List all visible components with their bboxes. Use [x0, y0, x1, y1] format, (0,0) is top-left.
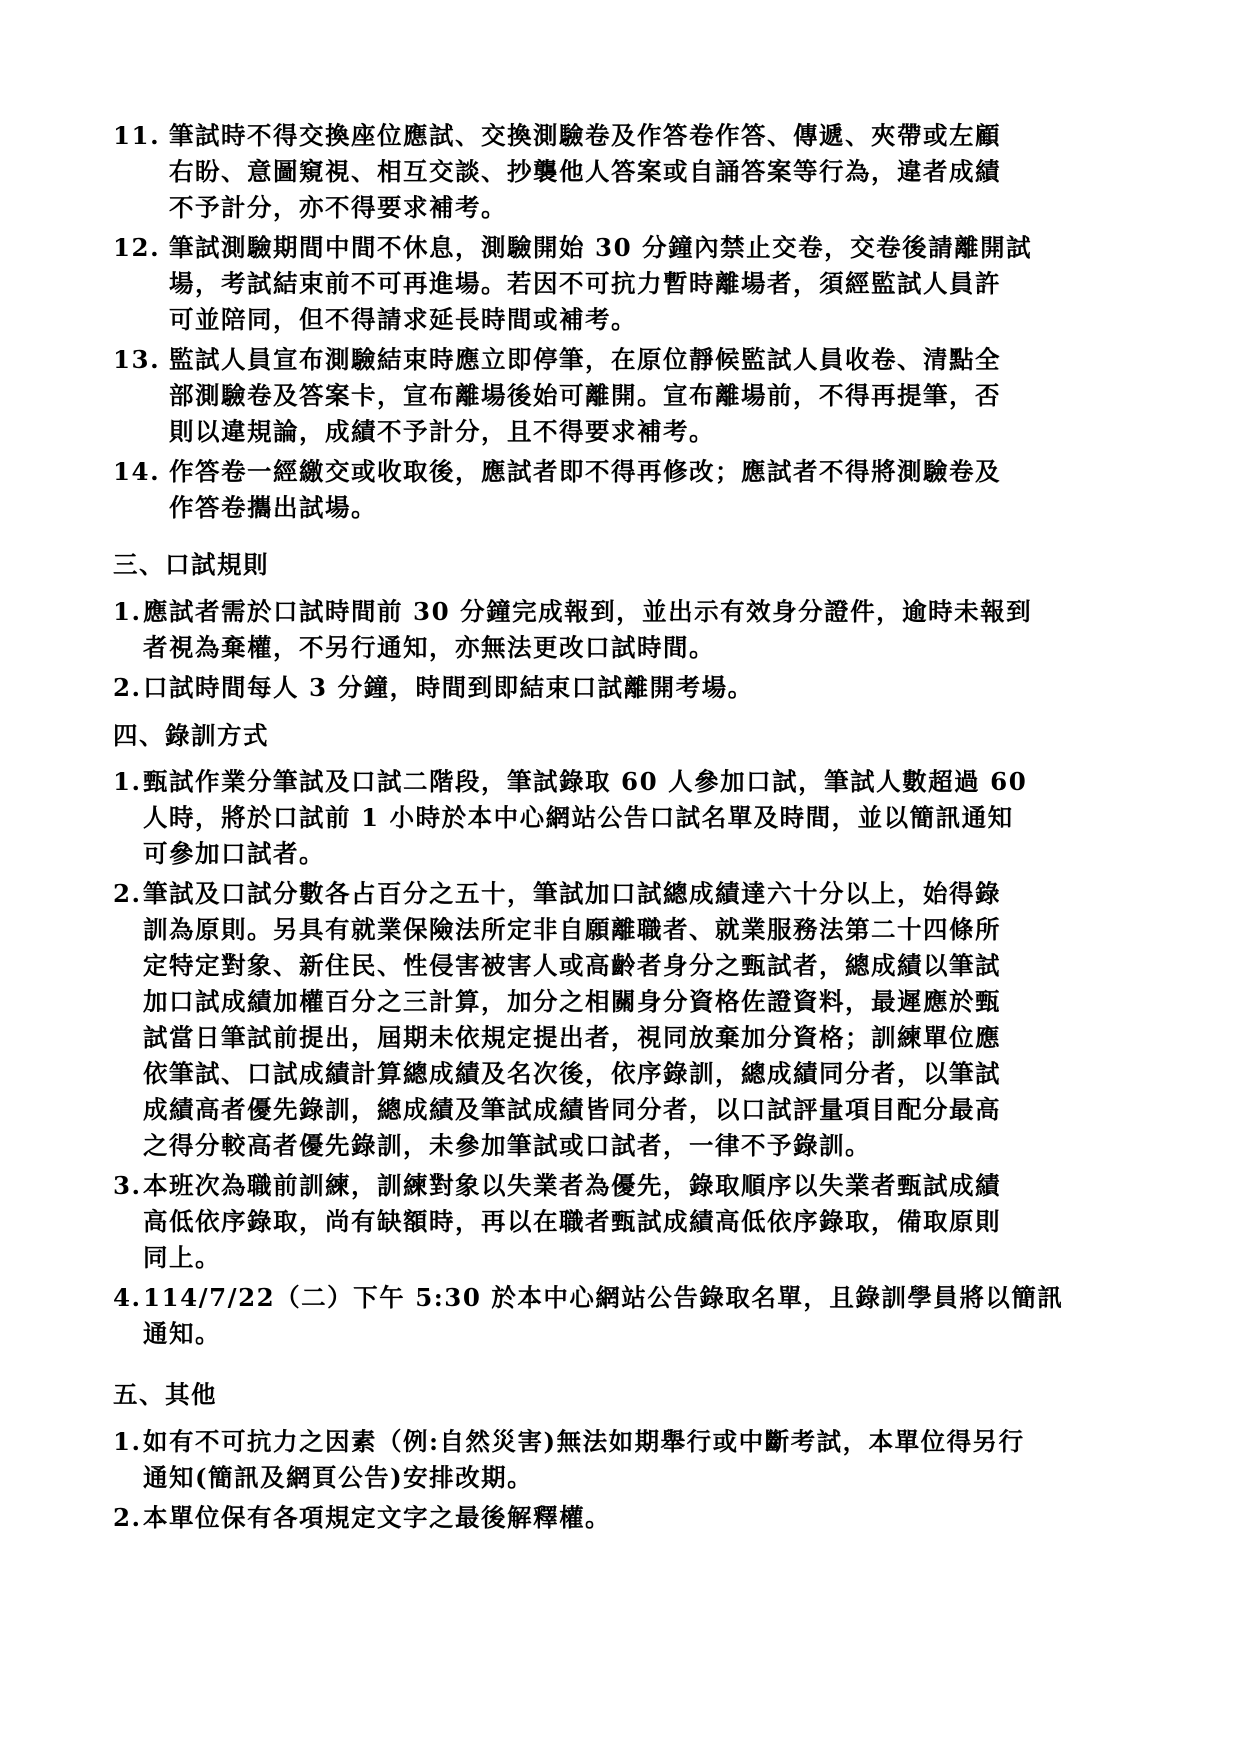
- admission-rules-list: [113, 764, 1133, 1352]
- item-text: [143, 876, 1133, 1164]
- text-line: 之得分較高者優先錄訓，未參加筆試或口試者，一律不予錄訓。: [143, 1131, 871, 1160]
- item-number: 12.: [113, 233, 161, 262]
- item-text: [143, 1500, 1133, 1536]
- list-item: [113, 342, 1133, 450]
- list-item: [113, 118, 1133, 226]
- item-number: 13.: [113, 345, 161, 374]
- text-line: 場，考試結束前不可再進場。若因不可抗力暫時離場者，須經監試人員許: [169, 269, 1001, 298]
- list-item: [113, 1280, 1133, 1352]
- text-line: 如有不可抗力之因素（例:自然災害)無法如期舉行或中斷考試，本單位得另行: [143, 1427, 1025, 1456]
- item-text: [169, 118, 1133, 226]
- text-line: 則以違規論，成績不予計分，且不得要求補考。: [169, 417, 715, 446]
- exam-rules-list: [113, 118, 1133, 526]
- text-line: 作答卷攜出試場。: [169, 493, 377, 522]
- text-line: 通知。: [143, 1319, 221, 1348]
- item-number: 1.: [113, 767, 142, 796]
- text-line: 人時，將於口試前 1 小時於本中心網站公告口試名單及時間，並以簡訊通知: [143, 803, 1014, 832]
- text-line: 者視為棄權，不另行通知，亦無法更改口試時間。: [143, 633, 715, 662]
- text-line: 作答卷一經繳交或收取後，應試者即不得再修改；應試者不得將測驗卷及: [169, 457, 1001, 486]
- text-line: 加口試成績加權百分之三計算，加分之相關身分資格佐證資料，最遲應於甄: [143, 987, 1001, 1016]
- list-item: [113, 670, 1133, 706]
- text-line: 口試時間每人 3 分鐘，時間到即結束口試離開考場。: [143, 673, 754, 702]
- text-line: 訓為原則。另具有就業保險法所定非自願離職者、就業服務法第二十四條所: [143, 915, 1001, 944]
- oral-exam-rules-list: [113, 594, 1133, 706]
- item-number: 14.: [113, 457, 161, 486]
- text-line: 定特定對象、新住民、性侵害被害人或高齡者身分之甄試者，總成績以筆試: [143, 951, 1001, 980]
- item-number: 2.: [113, 879, 142, 908]
- list-item: [113, 1168, 1133, 1276]
- text-line: 高低依序錄取，尚有缺額時，再以在職者甄試成績高低依序錄取，備取原則: [143, 1207, 1001, 1236]
- text-line: 可並陪同，但不得請求延長時間或補考。: [169, 305, 637, 334]
- list-item: [113, 876, 1133, 1164]
- text-line: 114/7/22（二）下午 5:30 於本中心網站公告錄取名單，且錄訓學員將以簡訊: [143, 1283, 1064, 1312]
- text-line: 筆試測驗期間中間不休息，測驗開始 30 分鐘內禁止交卷，交卷後請離開試: [169, 233, 1033, 262]
- item-number: 11.: [113, 121, 161, 150]
- item-number: 2.: [113, 673, 142, 702]
- text-line: 可參加口試者。: [143, 839, 325, 868]
- text-line: 成績高者優先錄訓，總成績及筆試成績皆同分者，以口試評量項目配分最高: [143, 1095, 1001, 1124]
- item-text: [169, 454, 1133, 526]
- text-line: 試當日筆試前提出，屆期未依規定提出者，視同放棄加分資格；訓練單位應: [143, 1023, 1001, 1052]
- item-number: 1.: [113, 597, 142, 626]
- list-item: [113, 594, 1133, 666]
- text-line: 筆試時不得交換座位應試、交換測驗卷及作答卷作答、傳遞、夾帶或左顧: [169, 121, 1001, 150]
- text-line: 不予計分，亦不得要求補考。: [169, 193, 507, 222]
- text-line: 應試者需於口試時間前 30 分鐘完成報到，並出示有效身分證件，逾時未報到: [143, 597, 1033, 626]
- text-line: 右盼、意圖窺視、相互交談、抄襲他人答案或自誦答案等行為，違者成績: [169, 157, 1001, 186]
- other-rules-list: [113, 1424, 1133, 1536]
- text-line: 本班次為職前訓練，訓練對象以失業者為優先，錄取順序以失業者甄試成績: [143, 1171, 1001, 1200]
- item-text: [169, 230, 1133, 338]
- list-item: [113, 454, 1133, 526]
- item-text: [143, 1280, 1133, 1352]
- list-item: [113, 1500, 1133, 1536]
- text-line: 本單位保有各項規定文字之最後解釋權。: [143, 1503, 611, 1532]
- text-line: 筆試及口試分數各占百分之五十，筆試加口試總成績達六十分以上，始得錄: [143, 879, 1001, 908]
- item-text: [169, 342, 1133, 450]
- item-number: 4.: [113, 1283, 142, 1312]
- text-line: 部測驗卷及答案卡，宣布離場後始可離開。宣布離場前，不得再提筆，否: [169, 381, 1001, 410]
- item-number: 1.: [113, 1427, 142, 1456]
- item-text: [143, 594, 1133, 666]
- list-item: [113, 1424, 1133, 1496]
- item-text: [143, 1424, 1133, 1496]
- section-heading-admission: 四、錄訓方式: [113, 721, 269, 750]
- item-number: 2.: [113, 1503, 142, 1532]
- item-text: [143, 1168, 1133, 1276]
- text-line: 同上。: [143, 1243, 221, 1272]
- list-item: [113, 230, 1133, 338]
- item-text: [143, 764, 1133, 872]
- item-text: [143, 670, 1133, 706]
- text-line: 依筆試、口試成績計算總成績及名次後，依序錄訓，總成績同分者，以筆試: [143, 1059, 1001, 1088]
- section-heading-other: 五、其他: [113, 1380, 217, 1409]
- section-heading-oral-exam: 三、口試規則: [113, 550, 269, 579]
- list-item: [113, 764, 1133, 872]
- text-line: 甄試作業分筆試及口試二階段，筆試錄取 60 人參加口試，筆試人數超過 60: [143, 767, 1028, 796]
- text-line: 監試人員宣布測驗結束時應立即停筆，在原位靜候監試人員收卷、清點全: [169, 345, 1001, 374]
- text-line: 通知(簡訊及網頁公告)安排改期。: [143, 1463, 534, 1492]
- item-number: 3.: [113, 1171, 142, 1200]
